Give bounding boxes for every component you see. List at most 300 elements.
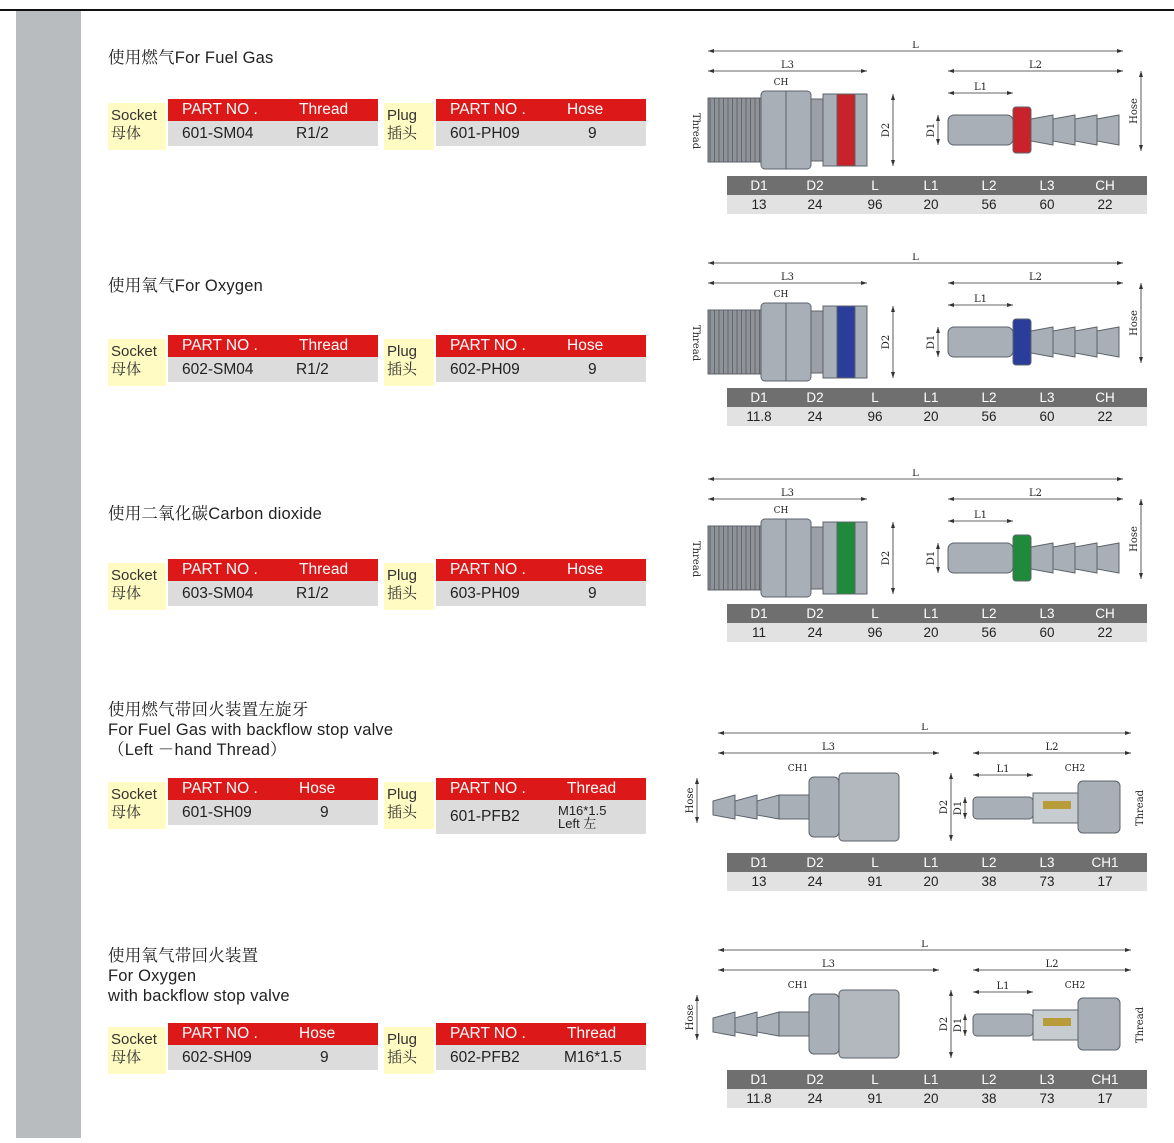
plug-label xyxy=(384,563,434,610)
section-title: 使用燃气For Fuel Gas xyxy=(108,49,274,67)
dim-D1-arrow-top xyxy=(936,543,940,549)
dimension-value-cell: 56 xyxy=(981,197,997,212)
dim-D2-arrow-bottom xyxy=(891,588,895,594)
dimension-value-row xyxy=(727,195,1147,214)
dim-L1-arrow-left xyxy=(973,990,979,994)
plug-thread-value xyxy=(558,804,606,830)
plug-values xyxy=(436,121,646,146)
dim-L-label: L xyxy=(921,723,928,733)
hose-barb xyxy=(1075,115,1097,145)
hose-barb xyxy=(1075,327,1097,357)
dim-D1-arrow-bottom xyxy=(936,139,940,145)
section-title: with backflow stop valve xyxy=(108,987,290,1005)
left-sidebar-bar xyxy=(16,11,81,1138)
dim-L3-label: L3 xyxy=(821,959,836,970)
socket-hose-value: 9 xyxy=(320,804,329,821)
plug-label xyxy=(384,1027,434,1074)
socket-hose-value: 9 xyxy=(320,1049,329,1066)
plug-header-hose: Hose xyxy=(567,337,604,354)
plug-label xyxy=(384,103,434,150)
dimension-value-cell: 22 xyxy=(1097,409,1113,424)
section-title: （Left －hand Thread） xyxy=(108,741,287,759)
dimension-value-cell: 96 xyxy=(867,409,883,424)
dimension-value-cell: 11.8 xyxy=(746,409,772,424)
socket-header-hose: Hose xyxy=(299,1025,336,1042)
plug-header-partno: PART NO . xyxy=(450,1025,526,1042)
hex-nut xyxy=(809,994,839,1054)
plug-header-hose: Hose xyxy=(567,101,604,118)
dimension-header-cell: L1 xyxy=(923,855,939,870)
dim-D2-label: D2 xyxy=(939,799,950,815)
dim-L-label: L xyxy=(912,253,919,263)
plug-values xyxy=(436,1045,646,1070)
plug-color-ring xyxy=(1013,107,1031,153)
dim-L2-label: L2 xyxy=(1045,742,1059,753)
hose-barb xyxy=(1053,543,1075,573)
dimension-header-cell: CH1 xyxy=(1091,855,1119,870)
dim-hose-arrow-bottom xyxy=(1139,573,1143,579)
plug-label xyxy=(384,782,434,829)
dimension-header-cell: CH xyxy=(1095,390,1115,405)
socket-header-thread: Thread xyxy=(299,561,349,578)
socket-header-partno: PART NO . xyxy=(182,101,258,118)
plug-label-text: Plug xyxy=(387,107,418,124)
plug-header-partno: PART NO . xyxy=(450,337,526,354)
dim-L3-arrow-left xyxy=(708,69,714,73)
socket-part-number: 602-SM04 xyxy=(182,361,254,378)
dim-D1-arrow-top xyxy=(936,327,940,333)
dim-L-arrow-right xyxy=(1117,49,1123,53)
dim-hose-label: Hose xyxy=(1129,310,1140,336)
dimension-value-cell: 38 xyxy=(981,1091,997,1106)
dim-L2-label: L2 xyxy=(1045,959,1059,970)
socket-header xyxy=(168,559,378,581)
dim-L3-arrow-left xyxy=(708,281,714,285)
dimension-value-cell: 20 xyxy=(923,409,939,424)
dim-L3-arrow-left xyxy=(708,497,714,501)
plug-body xyxy=(948,327,1013,357)
dimension-value-cell: 22 xyxy=(1097,197,1113,212)
dimension-value-cell: 24 xyxy=(807,1091,823,1106)
plug-header-partno: PART NO . xyxy=(450,561,526,578)
sleeve-ring xyxy=(855,306,867,378)
dim-L2-arrow-left xyxy=(973,751,979,755)
dimension-value-cell: 96 xyxy=(867,625,883,640)
dimension-header-cell: CH xyxy=(1095,178,1115,193)
thread-label: Thread xyxy=(1135,789,1146,827)
dimension-value-cell: 91 xyxy=(867,874,883,889)
coupling-technical-drawing xyxy=(683,940,1158,1080)
color-band xyxy=(837,306,855,378)
dimension-value-cell: 13 xyxy=(751,874,767,889)
plug-label-text: 插头 xyxy=(387,125,418,142)
hose-barb xyxy=(713,1012,735,1036)
hose-barb xyxy=(735,1012,757,1036)
dimension-header-cell: L3 xyxy=(1039,606,1055,621)
sleeve-ring xyxy=(823,306,837,378)
drawing-group xyxy=(685,940,1146,1058)
drawing-group xyxy=(690,41,1143,169)
socket-part-number: 601-SH09 xyxy=(182,804,252,821)
spacer xyxy=(909,773,939,841)
dimension-header-cell: L2 xyxy=(981,606,997,621)
dimension-value-cell: 38 xyxy=(981,874,997,889)
dimension-value-cell: 91 xyxy=(867,1091,883,1106)
dimension-header-cell: D2 xyxy=(806,606,824,621)
dimension-value-cell: 20 xyxy=(923,625,939,640)
socket-thread-value: R1/2 xyxy=(296,361,329,378)
spacer xyxy=(909,990,939,1058)
ch-label: CH xyxy=(773,506,789,516)
dim-L1-arrow-right xyxy=(1027,990,1033,994)
plug-header xyxy=(436,559,646,581)
drawing-group xyxy=(690,253,1143,381)
sleeve-ring xyxy=(823,522,837,594)
plug-header-thread: Thread xyxy=(567,1025,617,1042)
plug-thread-line1: M16*1.5 xyxy=(558,803,607,818)
dim-D1-label: D1 xyxy=(926,550,937,566)
dim-L1-arrow-left xyxy=(973,773,979,777)
plug-label-text: Plug xyxy=(387,343,418,360)
hose-barb xyxy=(713,795,735,819)
socket-values xyxy=(168,121,378,146)
dimension-value-cell: 11.8 xyxy=(746,1091,772,1106)
dimension-header-cell: D1 xyxy=(750,1072,768,1087)
coupling-technical-drawing xyxy=(683,469,1158,609)
socket-neck xyxy=(811,527,823,589)
dim-hose-arrow-top xyxy=(1139,283,1143,289)
valve-spring xyxy=(1043,1018,1071,1026)
hose-barb xyxy=(1053,115,1075,145)
socket-header-partno: PART NO . xyxy=(182,780,258,797)
dim-D2-label: D2 xyxy=(881,122,892,138)
dimension-header-cell: L1 xyxy=(923,1072,939,1087)
dim-D2-arrow-top xyxy=(891,522,895,528)
dimension-value-cell: 56 xyxy=(981,625,997,640)
dim-L2-arrow-right xyxy=(1125,751,1131,755)
dimension-value-row xyxy=(727,872,1147,891)
dim-L-label: L xyxy=(912,469,919,479)
dim-L3-label: L3 xyxy=(821,742,836,753)
socket-header xyxy=(168,1023,378,1045)
dim-hose-arrow-bottom xyxy=(1139,357,1143,363)
section-title: For Oxygen xyxy=(108,967,197,985)
dim-L2-label: L2 xyxy=(1028,488,1043,499)
plug-label-text: 插头 xyxy=(387,585,418,602)
dimension-value-cell: 24 xyxy=(807,874,823,889)
socket-label-text: Socket xyxy=(111,1031,157,1048)
plug-hose-value: 9 xyxy=(588,125,597,142)
plug-label-text: Plug xyxy=(387,567,418,584)
ch1-label: CH1 xyxy=(787,764,809,774)
socket-label-text: Socket xyxy=(111,567,157,584)
socket-sleeve xyxy=(839,773,899,841)
section-title: 使用二氧化碳Carbon dioxide xyxy=(108,505,322,523)
dim-D1-label: D1 xyxy=(926,122,937,138)
dim-hose-arrow-top xyxy=(695,995,699,1001)
dim-L2-arrow-right xyxy=(1125,968,1131,972)
dim-L1-label: L1 xyxy=(973,510,988,521)
socket-label-text: 母体 xyxy=(111,361,142,378)
dimension-header-cell: D1 xyxy=(750,390,768,405)
dim-hose-arrow-bottom xyxy=(695,1034,699,1040)
dim-hose-label: Hose xyxy=(685,787,696,814)
dim-L3-arrow-left xyxy=(718,968,724,972)
hose-barb xyxy=(1097,543,1119,573)
drawing-group xyxy=(690,469,1143,597)
dimension-value-cell: 20 xyxy=(923,1091,939,1106)
plug-color-ring xyxy=(1013,319,1031,365)
dimension-value-cell: 17 xyxy=(1097,1091,1113,1106)
dim-D2-arrow-bottom xyxy=(891,372,895,378)
dimension-value-cell: 60 xyxy=(1039,197,1055,212)
dim-L-arrow-right xyxy=(1125,948,1131,952)
dimension-value-cell: 11 xyxy=(751,625,766,640)
socket-label-text: 母体 xyxy=(111,585,142,602)
thread-label: Thread xyxy=(690,324,701,362)
section-title: 使用燃气带回火装置左旋牙 xyxy=(108,701,309,719)
dimension-header-cell: L3 xyxy=(1039,390,1055,405)
dim-L2-label: L2 xyxy=(1028,60,1043,71)
ch-label: CH xyxy=(773,78,789,88)
dimension-value-cell: 60 xyxy=(1039,409,1055,424)
dimension-value-cell: 24 xyxy=(807,625,823,640)
socket-thread-value: R1/2 xyxy=(296,585,329,602)
plug-values xyxy=(436,800,646,834)
socket-label-text: Socket xyxy=(111,343,157,360)
dimension-value-cell: 13 xyxy=(751,197,767,212)
dim-D1-arrow-bottom xyxy=(936,351,940,357)
dimension-header-cell: L2 xyxy=(981,855,997,870)
socket-header-partno: PART NO . xyxy=(182,337,258,354)
plug-part-number: 602-PFB2 xyxy=(450,1049,520,1066)
socket-part-number: 602-SH09 xyxy=(182,1049,252,1066)
dimension-header-cell: L xyxy=(871,855,879,870)
dim-L-arrow-left xyxy=(708,49,714,53)
plug-body xyxy=(973,1014,1033,1036)
dim-D2-arrow-top xyxy=(891,306,895,312)
socket-label-text: 母体 xyxy=(111,125,142,142)
dimension-header-cell: L xyxy=(871,390,879,405)
dim-D2-arrow-top xyxy=(949,990,953,996)
socket-header-hose: Hose xyxy=(299,780,336,797)
section-title: For Fuel Gas with backflow stop valve xyxy=(108,721,394,739)
dim-L1-label: L1 xyxy=(973,82,988,93)
dim-L2-arrow-left xyxy=(973,968,979,972)
dimension-value-row xyxy=(727,623,1147,642)
ch2-label: CH2 xyxy=(1064,981,1086,991)
plug-thread-line2: Left 左 xyxy=(558,816,597,831)
plug-header xyxy=(436,778,646,800)
socket-label-text: Socket xyxy=(111,786,157,803)
dim-L-arrow-right xyxy=(1117,477,1123,481)
dim-hose-arrow-bottom xyxy=(695,817,699,823)
drawing-group xyxy=(685,723,1146,841)
plug-header-partno: PART NO . xyxy=(450,101,526,118)
dim-L2-arrow-right xyxy=(1117,69,1123,73)
dim-L3-label: L3 xyxy=(780,60,795,71)
dim-L-label: L xyxy=(912,41,919,51)
dimension-header-cell: D1 xyxy=(750,606,768,621)
dimension-header-cell: L xyxy=(871,606,879,621)
coupling-technical-drawing xyxy=(683,253,1158,393)
dim-D2-label: D2 xyxy=(881,334,892,350)
dim-L1-arrow-left xyxy=(948,519,954,523)
socket-header xyxy=(168,99,378,121)
dimension-header-cell: CH1 xyxy=(1091,1072,1119,1087)
socket-values xyxy=(168,1045,378,1070)
plug-part-number: 601-PFB2 xyxy=(450,808,520,825)
dimension-header-cell: D1 xyxy=(750,855,768,870)
dimension-header-cell: D1 xyxy=(750,178,768,193)
socket-label-text: 母体 xyxy=(111,1049,142,1066)
dim-L3-label: L3 xyxy=(780,488,795,499)
dim-D2-arrow-bottom xyxy=(891,160,895,166)
dim-hose-arrow-top xyxy=(695,778,699,784)
top-rule xyxy=(0,9,1174,11)
dim-L3-arrow-right xyxy=(861,69,867,73)
dim-L2-arrow-left xyxy=(948,69,954,73)
plug-part-number: 601-PH09 xyxy=(450,125,520,142)
socket-label xyxy=(108,563,166,610)
color-band xyxy=(837,94,855,166)
hose-barb xyxy=(1031,115,1053,145)
plug-thread-value: M16*1.5 xyxy=(564,1049,622,1066)
dimension-value-cell: 20 xyxy=(923,197,939,212)
dimension-header-cell: L2 xyxy=(981,390,997,405)
socket-neck xyxy=(779,1012,809,1036)
section-title: 使用氧气For Oxygen xyxy=(108,277,263,295)
dimension-header-cell: D2 xyxy=(806,855,824,870)
thread-label: Thread xyxy=(690,540,701,578)
dimension-value-row xyxy=(727,407,1147,426)
dim-L-label: L xyxy=(921,940,928,950)
dim-L1-arrow-right xyxy=(1027,773,1033,777)
dimension-value-cell: 73 xyxy=(1039,1091,1055,1106)
dim-L1-label: L1 xyxy=(996,764,1010,775)
dimension-value-cell: 17 xyxy=(1097,874,1113,889)
socket-header-thread: Thread xyxy=(299,101,349,118)
plug-header xyxy=(436,1023,646,1045)
hose-barb xyxy=(757,1012,779,1036)
plug-label xyxy=(384,339,434,386)
dim-L2-arrow-right xyxy=(1117,497,1123,501)
plug-color-ring xyxy=(1013,535,1031,581)
hose-barb xyxy=(1031,543,1053,573)
plug-header-thread: Thread xyxy=(567,780,617,797)
hose-barb xyxy=(1097,115,1119,145)
dimension-value-cell: 60 xyxy=(1039,625,1055,640)
plug-label-text: Plug xyxy=(387,786,418,803)
dim-L-arrow-left xyxy=(718,948,724,952)
ch1-label: CH1 xyxy=(787,981,809,991)
socket-values xyxy=(168,581,378,606)
socket-label xyxy=(108,782,166,829)
coupling-technical-drawing xyxy=(683,41,1158,181)
thread-nut xyxy=(1078,998,1120,1050)
dim-hose-arrow-bottom xyxy=(1139,145,1143,151)
socket-header-partno: PART NO . xyxy=(182,1025,258,1042)
dim-D1-label: D1 xyxy=(953,800,964,816)
dimension-header-cell: L3 xyxy=(1039,855,1055,870)
thread-nut xyxy=(1078,781,1120,833)
socket-part-number: 603-SM04 xyxy=(182,585,254,602)
dim-L-arrow-left xyxy=(708,261,714,265)
dimension-header-cell: L3 xyxy=(1039,1072,1055,1087)
plug-header-partno: PART NO . xyxy=(450,780,526,797)
dim-L2-label: L2 xyxy=(1028,272,1043,283)
plug-body xyxy=(973,797,1033,819)
coupling-technical-drawing xyxy=(683,723,1158,863)
socket-header xyxy=(168,778,378,800)
dim-hose-arrow-top xyxy=(1139,499,1143,505)
dim-L3-label: L3 xyxy=(780,272,795,283)
dim-D2-arrow-top xyxy=(949,773,953,779)
dim-L1-arrow-right xyxy=(1007,303,1013,307)
dimension-header-cell: L1 xyxy=(923,606,939,621)
socket-sleeve xyxy=(839,990,899,1058)
dim-hose-label: Hose xyxy=(685,1004,696,1031)
dim-hose-label: Hose xyxy=(1129,98,1140,124)
sleeve-ring xyxy=(855,94,867,166)
dim-D2-arrow-bottom xyxy=(949,835,953,841)
dimension-header-cell: D2 xyxy=(806,1072,824,1087)
dimension-header-cell: L xyxy=(871,178,879,193)
section-title: 使用氧气带回火装置 xyxy=(108,947,259,965)
plug-hose-value: 9 xyxy=(588,361,597,378)
plug-values xyxy=(436,357,646,382)
color-band xyxy=(837,522,855,594)
dim-L-arrow-left xyxy=(708,477,714,481)
dimension-header-cell: L1 xyxy=(923,390,939,405)
dimension-value-cell: 96 xyxy=(867,197,883,212)
plug-header xyxy=(436,99,646,121)
dimension-header-cell: L2 xyxy=(981,1072,997,1087)
plug-values xyxy=(436,581,646,606)
plug-header xyxy=(436,335,646,357)
dim-D1-label: D1 xyxy=(953,1017,964,1033)
dimension-header-cell: L1 xyxy=(923,178,939,193)
plug-part-number: 602-PH09 xyxy=(450,361,520,378)
socket-values xyxy=(168,800,378,825)
dimension-value-cell: 56 xyxy=(981,409,997,424)
thread-label: Thread xyxy=(1135,1006,1146,1044)
dimension-header-cell: L2 xyxy=(981,178,997,193)
plug-label-text: Plug xyxy=(387,1031,418,1048)
socket-thread-value: R1/2 xyxy=(296,125,329,142)
plug-label-text: 插头 xyxy=(387,361,418,378)
dimension-value-cell: 73 xyxy=(1039,874,1055,889)
dimension-header-cell: L xyxy=(871,1072,879,1087)
dim-L1-arrow-right xyxy=(1007,91,1013,95)
dimension-value-cell: 24 xyxy=(807,409,823,424)
hose-barb xyxy=(1053,327,1075,357)
dim-L1-label: L1 xyxy=(973,294,988,305)
dim-D2-label: D2 xyxy=(881,550,892,566)
plug-label-text: 插头 xyxy=(387,1049,418,1066)
socket-header-partno: PART NO . xyxy=(182,561,258,578)
dimension-header-cell: L3 xyxy=(1039,178,1055,193)
dimension-value-cell: 22 xyxy=(1097,625,1113,640)
dimension-value-cell: 24 xyxy=(807,197,823,212)
dim-L3-arrow-right xyxy=(933,968,939,972)
valve-spring xyxy=(1043,801,1071,809)
dim-L-arrow-right xyxy=(1125,731,1131,735)
socket-values xyxy=(168,357,378,382)
dim-L1-label: L1 xyxy=(996,981,1010,992)
dim-L2-arrow-right xyxy=(1117,281,1123,285)
plug-body xyxy=(948,543,1013,573)
